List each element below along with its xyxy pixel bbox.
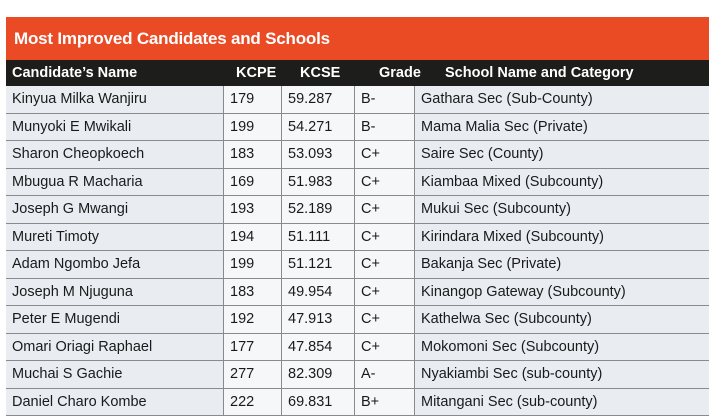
cell-kcse: 47.913 [282,306,355,333]
cell-kcse: 51.121 [282,251,355,278]
table-title: Most Improved Candidates and Schools [6,17,709,60]
cell-kcse: 59.287 [282,86,355,113]
cell-grade: A- [355,361,415,388]
table-row [6,224,709,252]
cell-grade: B- [355,114,415,141]
table-row [6,196,709,224]
cell-candidate-name: Adam Ngombo Jefa [6,251,224,278]
cell-candidate-name: Kinyua Milka Wanjiru [6,86,224,113]
cell-candidate-name: Sharon Cheopkoech [6,141,224,168]
cell-school: Nyakiambi Sec (sub-county) [415,361,709,388]
cell-kcpe: 183 [224,279,282,306]
cell-kcse: 49.954 [282,279,355,306]
cell-grade: C+ [355,224,415,251]
cell-kcse: 47.854 [282,334,355,361]
cell-grade: C+ [355,169,415,196]
cell-school: Kathelwa Sec (Subcounty) [415,306,709,333]
cell-grade: C+ [355,306,415,333]
cell-grade: C+ [355,279,415,306]
cell-candidate-name: Mbugua R Macharia [6,169,224,196]
table-row [6,361,709,389]
cell-grade: C+ [355,141,415,168]
table-row [6,334,709,362]
table-row [6,389,709,417]
cell-school: Gathara Sec (Sub-County) [415,86,709,113]
cell-school: Mokomoni Sec (Subcounty) [415,334,709,361]
cell-candidate-name: Joseph G Mwangi [6,196,224,223]
results-table-graphic [6,17,709,409]
cell-grade: C+ [355,251,415,278]
cell-kcpe: 222 [224,389,282,416]
cell-kcpe: 199 [224,251,282,278]
cell-school: Kirindara Mixed (Subcounty) [415,224,709,251]
cell-kcse: 82.309 [282,361,355,388]
cell-school: Mama Malia Sec (Private) [415,114,709,141]
table-row [6,114,709,142]
cell-kcse: 51.111 [282,224,355,251]
header-grade: Grade [379,65,421,81]
cell-candidate-name: Daniel Charo Kombe [6,389,224,416]
cell-school: Bakanja Sec (Private) [415,251,709,278]
cell-kcse: 69.831 [282,389,355,416]
table-row [6,279,709,307]
table-body [6,86,709,416]
table-row [6,306,709,334]
cell-candidate-name: Mureti Timoty [6,224,224,251]
cell-kcpe: 183 [224,141,282,168]
cell-grade: B- [355,86,415,113]
cell-candidate-name: Joseph M Njuguna [6,279,224,306]
cell-kcpe: 199 [224,114,282,141]
cell-school: Kiambaa Mixed (Subcounty) [415,169,709,196]
cell-kcpe: 177 [224,334,282,361]
cell-candidate-name: Muchai S Gachie [6,361,224,388]
header-kcse: KCSE [300,65,341,81]
cell-school: Kinangop Gateway (Subcounty) [415,279,709,306]
header-school: School Name and Category [445,65,634,81]
cell-kcpe: 194 [224,224,282,251]
cell-candidate-name: Munyoki E Mwikali [6,114,224,141]
table-row [6,141,709,169]
cell-kcpe: 179 [224,86,282,113]
table-row [6,169,709,197]
cell-kcpe: 192 [224,306,282,333]
cell-grade: B+ [355,389,415,416]
cell-kcpe: 277 [224,361,282,388]
cell-kcse: 52.189 [282,196,355,223]
cell-kcse: 54.271 [282,114,355,141]
cell-grade: C+ [355,334,415,361]
table-row [6,86,709,114]
cell-candidate-name: Peter E Mugendi [6,306,224,333]
cell-school: Mitangani Sec (sub-county) [415,389,709,416]
cell-candidate-name: Omari Oriagi Raphael [6,334,224,361]
cell-kcse: 53.093 [282,141,355,168]
cell-kcpe: 169 [224,169,282,196]
cell-kcse: 51.983 [282,169,355,196]
header-candidate-name: Candidate’s Name [12,65,138,81]
cell-school: Saire Sec (County) [415,141,709,168]
cell-grade: C+ [355,196,415,223]
table-header-row [6,60,709,86]
table-row [6,251,709,279]
cell-school: Mukui Sec (Subcounty) [415,196,709,223]
cell-kcpe: 193 [224,196,282,223]
header-kcpe: KCPE [236,65,277,81]
